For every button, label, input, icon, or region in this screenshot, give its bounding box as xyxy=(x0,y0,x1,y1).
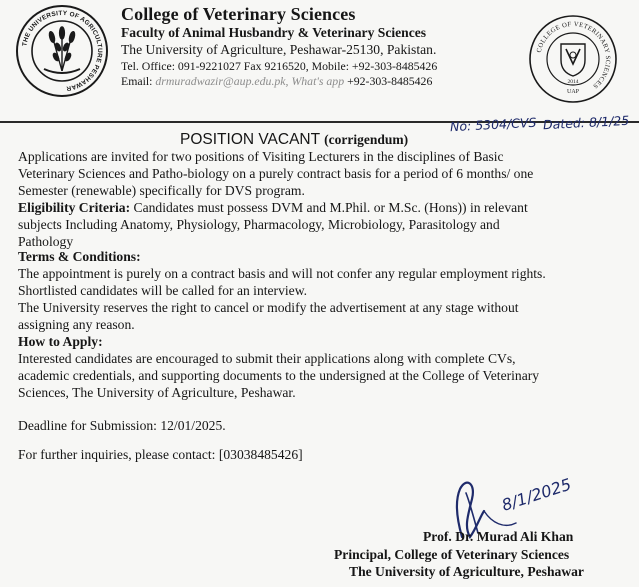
terms-line: assigning any reason. xyxy=(18,317,135,332)
contact-line: Tel. Office: 091-9221027 Fax 9216520, Mobile: +92-303-8485426 xyxy=(121,59,438,73)
apply-line: Sciences, The University of Agriculture, Peshawar. xyxy=(18,385,296,400)
college-name: College of Veterinary Sciences xyxy=(121,4,356,24)
signatory-title: Principal, College of Veterinary Sciences xyxy=(334,547,570,562)
apply-section xyxy=(18,350,630,401)
eligibility-text: Candidates must possess DVM and M.Phil. or M.Sc. (Hons)) in relevant xyxy=(130,200,528,215)
reference-number: No: 5304/CVS xyxy=(449,114,537,135)
college-seal-logo xyxy=(528,14,618,104)
college-seal-abbrev: UAP xyxy=(566,89,580,95)
email-phone: +92-303-8485426 xyxy=(347,74,433,88)
eligibility-line: Pathology xyxy=(18,234,74,249)
university-address: The University of Agriculture, Peshawar-25130, Pakistan. xyxy=(121,42,437,57)
signatory-institution: The University of Agriculture, Peshawar xyxy=(349,564,584,579)
notice-title-text: POSITION VACANT xyxy=(180,131,320,148)
eligibility-heading: Eligibility Criteria: xyxy=(18,200,131,215)
intro-line: Semester (renewable) specifically for DVS program. xyxy=(18,183,305,198)
inquiries-text: For further inquiries, please contact: [03038485426] xyxy=(18,447,303,462)
terms-section xyxy=(18,265,630,333)
eligibility-section xyxy=(18,199,630,250)
apply-heading: How to Apply: xyxy=(18,334,103,349)
university-logo xyxy=(14,3,110,99)
intro-line: Applications are invited for two positions of Visiting Lecturers in the disciplines of Basic xyxy=(18,149,504,164)
apply-line: academic credentials, and supporting documents to the undersigned at the College of Veterinary xyxy=(18,368,540,383)
college-seal-year: 2014 xyxy=(567,79,579,85)
terms-heading: Terms & Conditions: xyxy=(18,249,141,264)
deadline-text: Deadline for Submission: 12/01/2025. xyxy=(18,418,226,433)
signatory-name: Prof. Dr. Murad Ali Khan xyxy=(423,529,574,544)
signature-date: 8/1/2025 xyxy=(499,474,574,515)
college-seal-ring-text: COLLEGE OF VETERINARY SCIENCES xyxy=(535,20,612,90)
intro-paragraph xyxy=(18,148,630,199)
notice-title xyxy=(180,131,408,149)
university-logo-ring-text: THE UNIVERSITY OF AGRICULTURE PESHAWAR xyxy=(21,9,104,92)
eligibility-line: subjects Including Anatomy, Physiology, Pharmacology, Microbiology, Parasitology and xyxy=(18,217,500,232)
email-line xyxy=(121,74,432,89)
apply-line: Interested candidates are encouraged to submit their applications along with complete CVs, xyxy=(18,351,516,366)
intro-line: Veterinary Sciences and Patho-biology on a purely contract basis for a period of 6 months/ one xyxy=(18,166,534,181)
terms-line: The appointment is purely on a contract basis and will not confer any regular employment rights. xyxy=(18,266,546,281)
eligibility-line xyxy=(18,199,630,216)
reference-date: Dated: 8/1/25 xyxy=(542,112,630,133)
faculty-name: Faculty of Animal Husbandry & Veterinary Sciences xyxy=(121,25,427,40)
terms-line: The University reserves the right to cancel or modify the advertisement at any stage without xyxy=(18,300,519,315)
terms-line: Shortlisted candidates will be called for an interview. xyxy=(18,283,308,298)
email-label: Email: xyxy=(121,74,153,88)
notice-corrigendum: (corrigendum) xyxy=(324,132,409,147)
email-value: drmuradwazir@aup.edu.pk, What's app xyxy=(155,74,345,88)
